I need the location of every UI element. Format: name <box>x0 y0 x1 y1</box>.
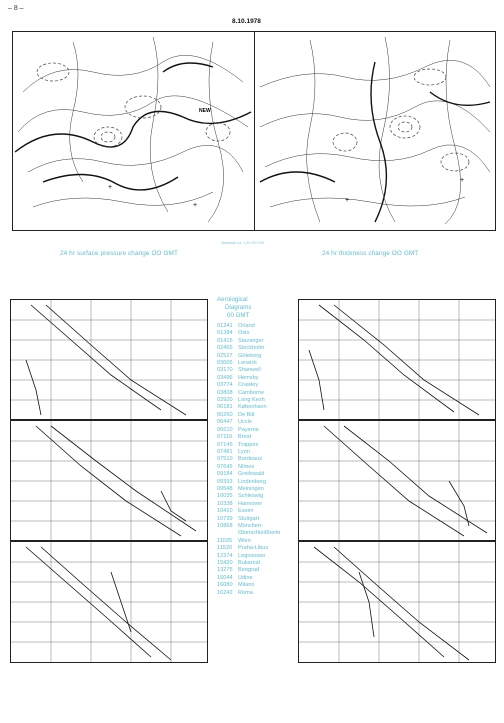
station-code: 12374 <box>217 552 233 559</box>
station-code: 03496 <box>217 374 233 381</box>
station-name: Göteborg <box>238 352 262 359</box>
station-name: Bordeaux <box>238 456 262 463</box>
station-name: Wien <box>238 537 251 544</box>
station-row <box>217 434 297 441</box>
page-date: 8.10.1978 <box>232 18 261 25</box>
station-name: Legionowo <box>238 552 266 559</box>
station-row <box>217 419 297 426</box>
station-code: 03920 <box>217 397 233 404</box>
station-row <box>217 538 297 545</box>
svg-text:+: + <box>460 177 465 184</box>
station-row <box>217 471 297 478</box>
station-row <box>217 530 297 537</box>
station-name: Stuttgart <box>238 515 260 522</box>
station-row <box>217 456 297 463</box>
station-name: Meiningen <box>238 485 264 492</box>
station-name: Udine <box>238 574 253 581</box>
station-row <box>217 367 297 374</box>
svg-text:+: + <box>108 184 113 191</box>
station-name: Orland <box>238 323 255 329</box>
station-name: Stockholm <box>238 345 265 352</box>
station-name: Camborne <box>238 389 265 396</box>
station-row <box>217 397 297 404</box>
station-row <box>217 375 297 382</box>
station-code: 01384 <box>217 330 233 337</box>
station-row <box>217 479 297 486</box>
station-row <box>217 508 297 515</box>
aerological-diagram-left-bottom <box>10 541 208 663</box>
station-name: Bukarest <box>238 560 261 566</box>
station-name: Shanwell <box>238 367 261 374</box>
station-code: 07510 <box>217 456 233 463</box>
surface-pressure-caption: 24 hr surface pressure change OO GMT <box>60 250 178 257</box>
aerological-diagram-right-middle <box>298 420 496 541</box>
station-name: Hannover <box>238 500 263 507</box>
station-code: 02465 <box>217 345 233 352</box>
station-code: 01241 <box>217 323 233 329</box>
thickness-caption: 24 hr thickness change OO GMT <box>322 250 419 257</box>
map-scale-note: Massstab ca. 1:40 000 000 <box>221 241 265 245</box>
surface-pressure-change-map <box>12 31 255 231</box>
station-name: Greifswald <box>238 471 265 478</box>
station-code: 16242 <box>217 589 233 596</box>
legend-title-line-3: 00 GMT <box>227 312 250 319</box>
station-name: Roma <box>238 589 253 596</box>
aerological-diagram-right-top <box>298 299 496 420</box>
aerological-diagram-left-top <box>10 299 208 420</box>
station-code: 03808 <box>217 389 233 396</box>
station-row <box>217 501 297 508</box>
station-code: 09184 <box>217 471 233 478</box>
station-name: Essen <box>238 508 254 515</box>
station-code: 03170 <box>217 367 233 374</box>
station-list <box>217 323 297 597</box>
station-row <box>217 575 297 582</box>
station-code: 06610 <box>217 426 233 433</box>
station-name: De Bilt <box>238 411 255 418</box>
station-name: Long Kesh <box>238 397 265 404</box>
station-name: København <box>238 404 267 411</box>
station-row <box>217 560 297 567</box>
thickness-change-map <box>254 31 496 231</box>
station-name: Uccle <box>238 419 252 426</box>
station-row <box>217 427 297 434</box>
station-row <box>217 545 297 552</box>
station-code: 03005 <box>217 360 233 367</box>
station-name: Beograd <box>238 567 260 574</box>
station-name: München- <box>238 522 263 529</box>
station-code: 06181 <box>217 404 233 411</box>
station-code: 02527 <box>217 352 233 359</box>
station-row <box>217 412 297 419</box>
station-row <box>217 442 297 449</box>
svg-text:+: + <box>345 197 350 204</box>
station-row <box>217 360 297 367</box>
station-row <box>217 323 297 330</box>
station-code: 10338 <box>217 500 233 507</box>
station-name: Oslo <box>238 330 250 337</box>
station-name: Schleswig <box>238 493 264 500</box>
page-number: – 8 – <box>8 5 24 12</box>
station-code: 11035 <box>217 537 233 544</box>
station-name: Brest <box>238 434 252 441</box>
station-row <box>217 590 297 597</box>
station-code: 15420 <box>217 560 233 566</box>
station-code: 07145 <box>217 441 233 448</box>
station-code: 10035 <box>217 493 233 500</box>
station-code: 10868 <box>217 522 233 529</box>
station-name: Payerne <box>238 426 259 433</box>
station-code: 01415 <box>217 337 233 344</box>
station-code: 16080 <box>217 582 233 589</box>
station-legend <box>217 296 297 597</box>
station-row <box>217 553 297 560</box>
station-row <box>217 493 297 500</box>
station-row <box>217 449 297 456</box>
station-name: Oberschleißheim <box>238 530 281 537</box>
station-name: Hemsby <box>238 374 259 381</box>
station-row <box>217 464 297 471</box>
station-code: 06260 <box>217 411 233 418</box>
station-row <box>217 345 297 352</box>
aerological-diagram-left-middle <box>10 420 208 541</box>
station-code: 10410 <box>217 508 233 515</box>
station-row <box>217 582 297 589</box>
station-name: Lindenberg <box>238 478 266 485</box>
station-name: Trappes <box>238 441 259 448</box>
new-marker: NEW <box>199 108 211 114</box>
station-code: 13275 <box>217 567 233 574</box>
legend-title-line-1: Aerological <box>217 296 248 303</box>
station-code: 11520 <box>217 545 233 552</box>
station-code: 07481 <box>217 448 233 455</box>
station-code: 07110 <box>217 434 233 441</box>
station-row <box>217 330 297 337</box>
station-row <box>217 523 297 530</box>
aerological-diagram-right-bottom <box>298 541 496 663</box>
station-name: Milano <box>238 582 255 589</box>
station-row <box>217 338 297 345</box>
station-row <box>217 486 297 493</box>
station-name: Praha-Libus <box>238 545 269 552</box>
station-name: Stavanger <box>238 337 264 344</box>
station-code: 03774 <box>217 382 233 389</box>
station-name: Crawley <box>238 382 259 389</box>
station-code: 10739 <box>217 515 233 522</box>
station-name: Lerwick <box>238 360 257 367</box>
station-row <box>217 382 297 389</box>
station-code: 09393 <box>217 478 233 485</box>
station-code: 06447 <box>217 419 233 426</box>
legend-title-line-2: Diagrams <box>225 304 252 311</box>
svg-text:+: + <box>193 202 198 209</box>
station-code: 16044 <box>217 574 233 581</box>
station-row <box>217 353 297 360</box>
station-row <box>217 567 297 574</box>
station-row <box>217 404 297 411</box>
station-code: 09548 <box>217 485 233 492</box>
station-row <box>217 390 297 397</box>
station-row <box>217 516 297 523</box>
station-code: 07645 <box>217 463 233 470</box>
station-name: Nîmes <box>238 463 255 470</box>
station-name: Lyon <box>238 448 250 455</box>
